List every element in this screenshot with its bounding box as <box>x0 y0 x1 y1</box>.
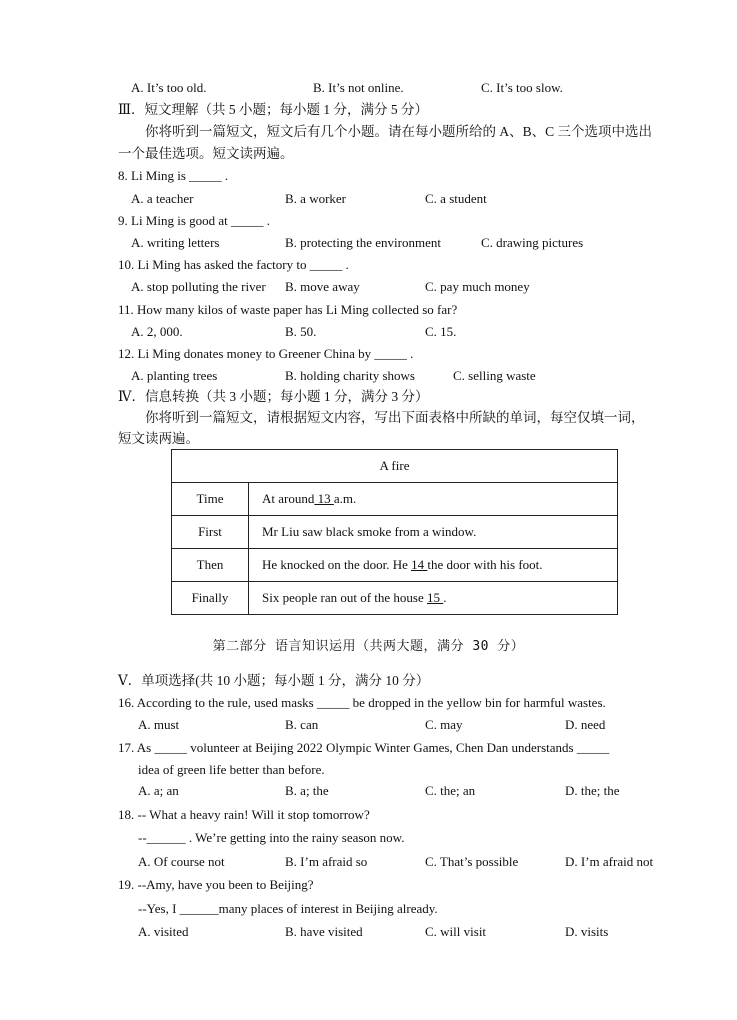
q8-option-a: A. a teacher <box>131 191 194 206</box>
question-17-cont: idea of green life better than before. <box>138 762 325 777</box>
table-title: A fire <box>172 450 618 483</box>
q16-option-b: B. can <box>285 717 319 732</box>
q12-option-c: C. selling waste <box>453 368 536 383</box>
q9-option-a: A. writing letters <box>131 235 220 250</box>
q16-option-c: C. may <box>425 717 463 732</box>
q17-option-d: D. the; the <box>565 783 620 798</box>
question-19: 19. --Amy, have you been to Beijing? <box>118 877 314 892</box>
section5-heading: Ⅴ．单项选择(共 10 小题；每小题 1 分，满分 10 分） <box>118 673 430 688</box>
row-value: At around 13 a.m. <box>249 483 618 516</box>
question-11: 11. How many kilos of waste paper has Li Ming collected so far? <box>118 302 458 317</box>
section3-instruction-line1: 你将听到一篇短文，短文后有几个小题。请在每小题所给的 A、B、C 三个选项中选出 <box>145 124 653 139</box>
question-19-cont: --Yes, I ______many places of interest in Beijing already. <box>138 901 438 916</box>
row-label: Time <box>172 483 249 516</box>
q18-option-a: A. Of course not <box>138 854 225 869</box>
section3-instruction-line2: 一个最佳选项。短文读两遍。 <box>118 146 294 161</box>
question-16: 16. According to the rule, used masks _____ be dropped in the yellow bin for harmful wastes. <box>118 695 606 710</box>
q11-option-b: B. 50. <box>285 324 317 339</box>
question-18-cont: --______ . We’re getting into the rainy season now. <box>138 830 405 845</box>
q8-option-b: B. a worker <box>285 191 347 206</box>
question-10: 10. Li Ming has asked the factory to _____ . <box>118 257 349 272</box>
section4-instruction-line1: 你将听到一篇短文，请根据短文内容，写出下面表格中所缺的单词，每空仅填一词， <box>145 410 645 425</box>
option-a: A. It’s too old. <box>131 80 207 95</box>
table-row <box>172 549 618 582</box>
question-17: 17. As _____ volunteer at Beijing 2022 Olympic Winter Games, Chen Dan understands _____ <box>118 740 610 755</box>
q10-option-a: A. stop polluting the river <box>131 279 266 294</box>
q19-option-c: C. will visit <box>425 924 487 939</box>
q18-option-d: D. I’m afraid not <box>565 854 654 869</box>
answer-blank-15[interactable]: 15 <box>427 590 444 605</box>
question-9: 9. Li Ming is good at _____ . <box>118 213 271 228</box>
q10-option-b: B. move away <box>285 279 360 294</box>
q9-option-c: C. drawing pictures <box>481 235 584 250</box>
row-label: Then <box>172 549 249 582</box>
section3-heading: Ⅲ．短文理解（共 5 小题；每小题 1 分，满分 5 分） <box>118 102 429 117</box>
answer-blank-14[interactable]: 14 <box>411 557 428 572</box>
q17-option-b: B. a; the <box>285 783 329 798</box>
q19-option-b: B. have visited <box>285 924 363 939</box>
q18-option-b: B. I’m afraid so <box>285 854 368 869</box>
q19-option-a: A. visited <box>138 924 189 939</box>
table-row <box>172 582 618 615</box>
table-row <box>172 483 618 516</box>
fire-info-table <box>171 449 618 615</box>
row-value: Six people ran out of the house 15 . <box>249 582 618 615</box>
table-row <box>172 516 618 549</box>
q11-option-a: A. 2, 000. <box>131 324 183 339</box>
q19-option-d: D. visits <box>565 924 609 939</box>
option-c: C. It’s too slow. <box>481 80 563 95</box>
q16-option-d: D. need <box>565 717 606 732</box>
q17-option-c: C. the; an <box>425 783 476 798</box>
q18-option-c: C. That’s possible <box>425 854 519 869</box>
q12-option-b: B. holding charity shows <box>285 368 415 383</box>
question-18: 18. -- What a heavy rain! Will it stop tomorrow? <box>118 807 370 822</box>
q17-option-a: A. a; an <box>138 783 179 798</box>
question-12: 12. Li Ming donates money to Greener China by _____ . <box>118 346 414 361</box>
option-b: B. It’s not online. <box>313 80 404 95</box>
answer-blank-13[interactable]: 13 <box>314 491 334 506</box>
q12-option-a: A. planting trees <box>131 368 218 383</box>
row-label: Finally <box>172 582 249 615</box>
q16-option-a: A. must <box>138 717 180 732</box>
row-label: First <box>172 516 249 549</box>
q9-option-b: B. protecting the environment <box>285 235 441 250</box>
section4-instruction-line2: 短文读两遍。 <box>118 431 199 446</box>
q10-option-c: C. pay much money <box>425 279 530 294</box>
q8-option-c: C. a student <box>425 191 487 206</box>
row-value: Mr Liu saw black smoke from a window. <box>249 516 618 549</box>
question-8: 8. Li Ming is _____ . <box>118 168 229 183</box>
part2-heading: 第二部分 语言知识运用（共两大题，满分 30 分） <box>212 639 525 654</box>
q11-option-c: C. 15. <box>425 324 457 339</box>
row-value: He knocked on the door. He 14 the door with his foot. <box>249 549 618 582</box>
section4-heading: Ⅳ．信息转换（共 3 小题；每小题 1 分，满分 3 分） <box>118 389 429 404</box>
